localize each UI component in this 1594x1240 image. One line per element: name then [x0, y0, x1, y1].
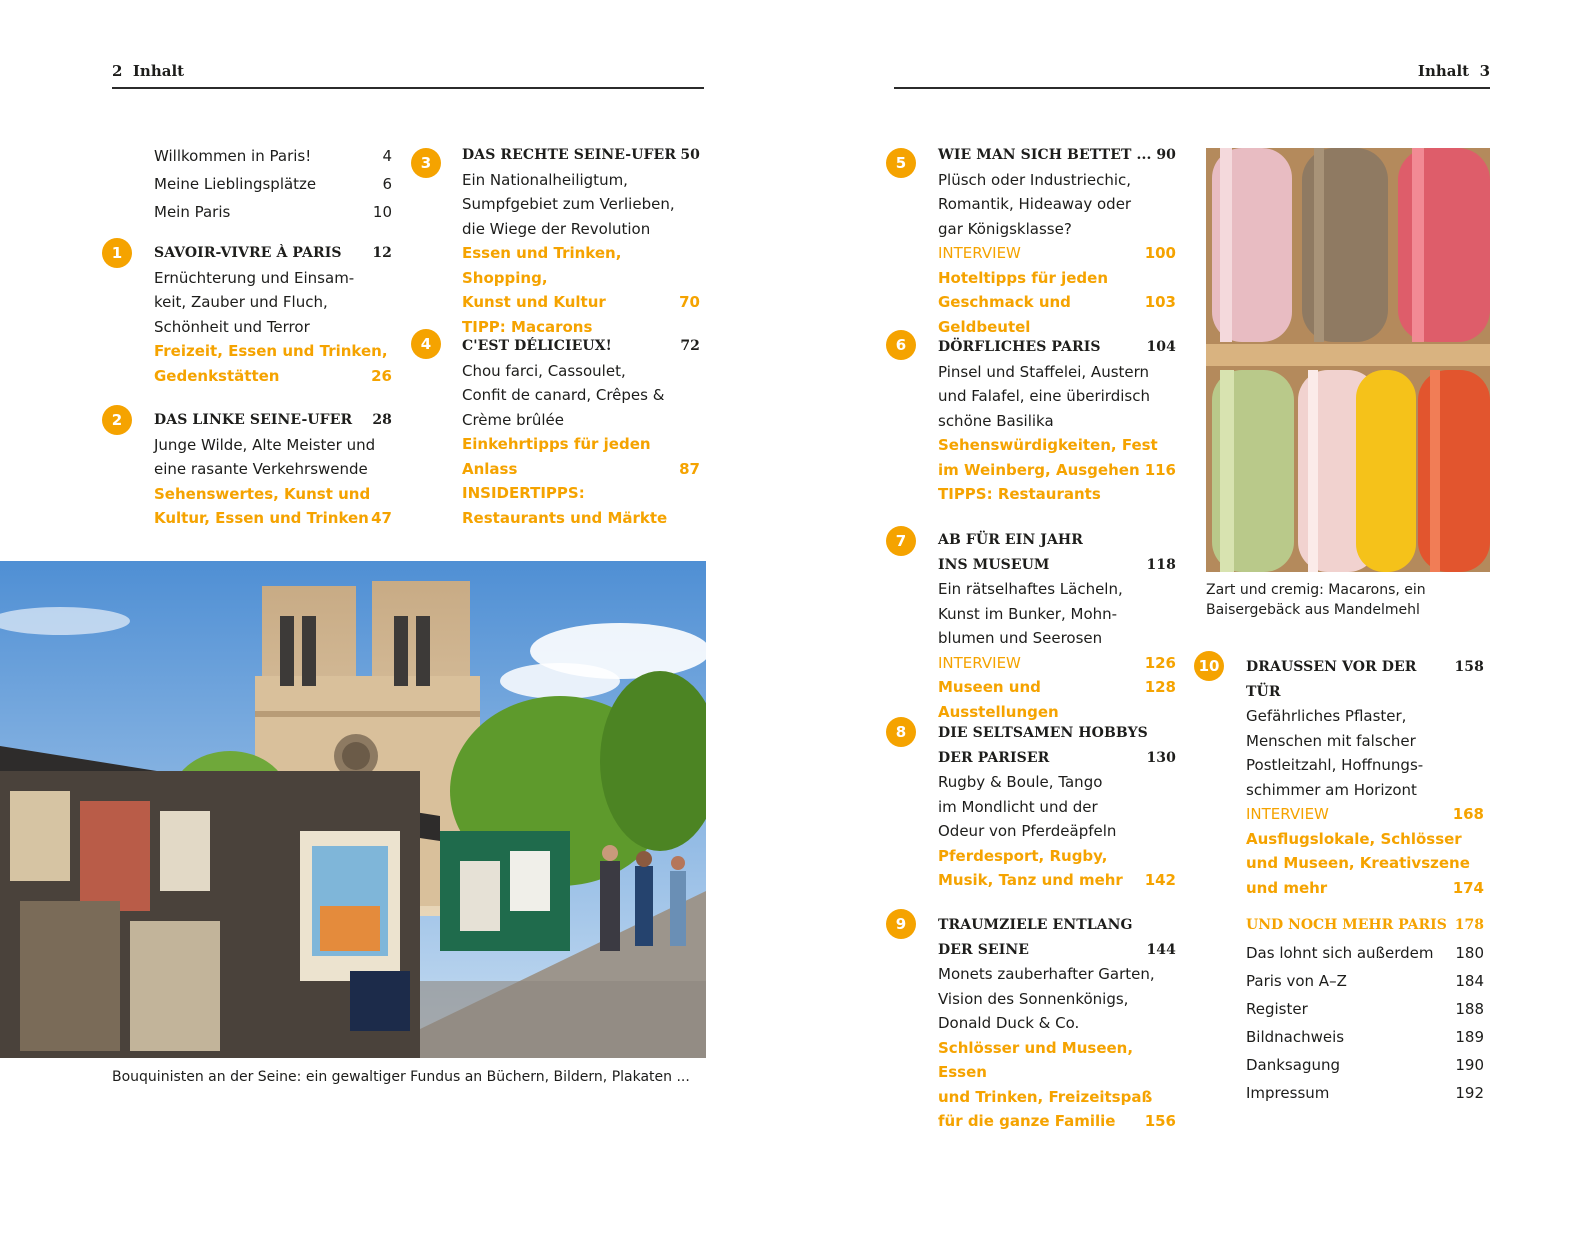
chapter-extra: Geschmack und Geldbeutel — [938, 293, 1071, 336]
macarons-photo — [1206, 148, 1490, 572]
chapter-page: 144 — [1146, 941, 1176, 958]
chapter-3-entry[interactable] — [462, 143, 700, 339]
more-item-label: Das lohnt sich außerdem — [1246, 944, 1434, 962]
chapter-extra-page: 26 — [371, 366, 392, 385]
intro-item[interactable] — [154, 142, 392, 170]
left-page-number: 2 — [112, 62, 123, 80]
left-running-head — [112, 62, 184, 80]
chapter-desc-line: Ein Nationalheiligtum, — [462, 170, 628, 189]
more-item[interactable] — [1246, 995, 1484, 1023]
chapter-extra: Kunst und Kultur — [462, 293, 606, 311]
chapter-page: 90 — [1156, 147, 1176, 163]
chapter-title: DAS LINKE SEINE-UFER — [154, 412, 353, 428]
chapter-desc-line: Odeur von Pferdeäpfeln — [938, 822, 1117, 840]
chapter-9-entry[interactable] — [938, 913, 1176, 1134]
chapter-desc-line: Junge Wilde, Alte Meister und — [154, 435, 376, 454]
more-item[interactable] — [1246, 1023, 1484, 1051]
right-running-title: Inhalt — [1417, 62, 1470, 80]
more-item[interactable] — [1246, 1051, 1484, 1079]
chapter-badge: 2 — [102, 405, 132, 435]
caption-line: Baisergebäck aus Mandelmehl — [1206, 602, 1420, 618]
photo-caption-left: Bouquinisten an der Seine: ein gewaltiger Fundus an Büchern, Bildern, Plakaten ... — [112, 1069, 690, 1085]
more-item-label: Impressum — [1246, 1084, 1330, 1102]
chapter-extra-page: 174 — [1452, 878, 1484, 897]
chapter-title: WIE MAN SICH BETTET ... — [938, 147, 1152, 163]
chapter-extra: für die ganze Familie — [938, 1112, 1116, 1130]
more-item-label: Paris von A–Z — [1246, 972, 1347, 990]
chapter-extra: Schlösser und Museen, Essen — [938, 1038, 1134, 1081]
chapter-desc-line: schimmer am Horizont — [1246, 780, 1417, 799]
chapter-badge: 6 — [886, 330, 916, 360]
more-item-label: Register — [1246, 1000, 1308, 1018]
chapter-6-entry[interactable] — [938, 335, 1176, 507]
chapter-badge: 4 — [411, 329, 441, 359]
chapter-desc-line: Vision des Sonnenkönigs, — [938, 989, 1129, 1008]
chapter-desc-line: Plüsch oder Industriechic, — [938, 170, 1132, 189]
chapter-desc-line: Monets zauberhafter Garten, — [938, 965, 1155, 983]
chapter-tip: Restaurants und Märkte — [462, 508, 668, 527]
chapter-interview-page: 168 — [1452, 805, 1484, 823]
intro-list — [154, 142, 392, 226]
chapter-extra: Freizeit, Essen und Trinken, — [154, 342, 388, 360]
more-title: UND NOCH MEHR PARIS — [1246, 917, 1447, 933]
chapter-extra-page: 47 — [371, 509, 392, 527]
chapter-desc-line: gar Königsklasse? — [938, 219, 1072, 238]
chapter-extra: Ausflugslokale, Schlösser — [1246, 829, 1462, 848]
chapter-extra-page: 116 — [1144, 460, 1176, 479]
chapter-extra: Kultur, Essen und Trinken — [154, 509, 369, 527]
chapter-title: DÖRFLICHES PARIS — [938, 339, 1101, 355]
chapter-desc-line: Ein rätselhaftes Lächeln, — [938, 580, 1123, 598]
chapter-extra: im Weinberg, Ausgehen — [938, 460, 1140, 479]
notre-dame-photo — [0, 561, 706, 1058]
chapter-title: DRAUSSEN VOR DER TÜR — [1246, 659, 1417, 700]
chapter-desc-line: Donald Duck & Co. — [938, 1014, 1080, 1032]
chapter-page: 28 — [372, 412, 392, 428]
chapter-2-entry[interactable] — [154, 408, 392, 531]
more-section — [1246, 915, 1484, 1107]
chapter-7-entry[interactable] — [938, 528, 1176, 724]
chapter-4-entry[interactable] — [462, 334, 700, 530]
chapter-extra: Anlass — [462, 459, 518, 478]
chapter-extra: Gedenkstätten — [154, 366, 280, 385]
more-item-page: 184 — [1455, 972, 1484, 990]
intro-item[interactable] — [154, 198, 392, 226]
chapter-page: 158 — [1454, 659, 1484, 675]
chapter-interview: INTERVIEW — [938, 244, 1021, 262]
intro-page: 4 — [382, 147, 392, 165]
chapter-desc-line: keit, Zauber und Fluch, — [154, 293, 328, 311]
chapter-desc-line: im Mondlicht und der — [938, 797, 1098, 816]
intro-page: 10 — [372, 203, 392, 221]
right-header-rule — [894, 87, 1490, 89]
chapter-page: 104 — [1146, 339, 1176, 355]
intro-page: 6 — [382, 175, 392, 193]
chapter-title: INS MUSEUM — [938, 556, 1050, 573]
chapter-tip: TIPPS: Restaurants — [938, 485, 1101, 503]
chapter-badge: 8 — [886, 717, 916, 747]
chapter-extra-page: 87 — [679, 459, 700, 478]
chapter-interview: INTERVIEW — [938, 653, 1021, 672]
chapter-8-entry[interactable] — [938, 721, 1176, 893]
chapter-page: 118 — [1146, 556, 1176, 573]
chapter-extra: und mehr — [1246, 878, 1328, 897]
chapter-interview: INTERVIEW — [1246, 805, 1329, 823]
chapter-extra: Einkehrtipps für jeden — [462, 435, 651, 453]
chapter-page: 130 — [1146, 749, 1176, 766]
chapter-title: DER PARISER — [938, 749, 1050, 766]
chapter-extra-page: 142 — [1144, 871, 1176, 889]
chapter-desc-line: Kunst im Bunker, Mohn- — [938, 604, 1118, 623]
caption-line: Zart und cremig: Macarons, ein — [1206, 582, 1426, 598]
chapter-desc-line: und Falafel, eine überirdisch — [938, 387, 1150, 405]
chapter-desc-line: Schönheit und Terror — [154, 317, 310, 336]
chapter-tip: INSIDERTIPPS: — [462, 484, 585, 502]
chapter-page: 50 — [680, 147, 700, 163]
chapter-title: C'EST DÉLICIEUX! — [462, 338, 612, 354]
intro-label: Mein Paris — [154, 203, 231, 221]
chapter-extra: Museen und Ausstellungen — [938, 678, 1059, 721]
chapter-5-entry[interactable] — [938, 143, 1176, 339]
chapter-desc-line: Crème brûlée — [462, 410, 564, 429]
chapter-badge: 3 — [411, 148, 441, 178]
chapter-desc-line: die Wiege der Revolution — [462, 219, 651, 238]
more-item-page: 189 — [1455, 1028, 1484, 1046]
chapter-extra: und Trinken, Freizeitspaß — [938, 1087, 1153, 1106]
chapter-desc-line: Rugby & Boule, Tango — [938, 773, 1103, 791]
chapter-desc-line: schöne Basilika — [938, 411, 1054, 430]
more-item[interactable] — [1246, 1079, 1484, 1107]
more-item-page: 190 — [1455, 1056, 1484, 1074]
chapter-title: TRAUMZIELE ENTLANG — [938, 917, 1133, 933]
more-item-page: 180 — [1455, 944, 1484, 962]
chapter-desc-line: Gefährliches Pflaster, — [1246, 707, 1407, 725]
chapter-badge: 9 — [886, 909, 916, 939]
chapter-desc-line: Postleitzahl, Hoffnungs- — [1246, 756, 1424, 774]
chapter-extra: Essen und Trinken, Shopping, — [462, 244, 622, 287]
chapter-extra: Sehenswürdigkeiten, Fest — [938, 436, 1158, 454]
chapter-desc-line: Ernüchterung und Einsam- — [154, 268, 355, 287]
chapter-title: AB FÜR EIN JAHR — [938, 532, 1083, 548]
chapter-extra: Musik, Tanz und mehr — [938, 871, 1123, 889]
chapter-desc-line: blumen und Seerosen — [938, 629, 1103, 647]
chapter-desc-line: Sumpfgebiet zum Verlieben, — [462, 195, 675, 213]
more-item-label: Danksagung — [1246, 1056, 1340, 1074]
chapter-desc-line: Menschen mit falscher — [1246, 731, 1416, 750]
chapter-desc-line: Chou farci, Cassoulet, — [462, 361, 626, 380]
chapter-interview-page: 126 — [1144, 653, 1176, 672]
chapter-desc-line: Pinsel und Staffelei, Austern — [938, 362, 1150, 381]
more-item-page: 192 — [1455, 1084, 1484, 1102]
right-running-head — [1400, 62, 1490, 80]
chapter-badge: 10 — [1194, 651, 1224, 681]
chapter-extra-page: 103 — [1144, 293, 1176, 311]
more-page: 178 — [1454, 917, 1484, 933]
left-running-title: Inhalt — [132, 62, 185, 80]
chapter-10-entry[interactable] — [1246, 655, 1484, 900]
chapter-badge: 5 — [886, 148, 916, 178]
chapter-title: DIE SELTSAMEN HOBBYS — [938, 725, 1148, 741]
intro-item[interactable] — [154, 170, 392, 198]
chapter-title: SAVOIR-VIVRE À PARIS — [154, 245, 342, 261]
chapter-desc-line: Romantik, Hideaway oder — [938, 195, 1132, 213]
left-header-rule — [112, 87, 704, 89]
chapter-1-entry[interactable] — [154, 241, 392, 388]
chapter-extra-page: 70 — [679, 293, 700, 311]
chapter-extra-page: 128 — [1144, 678, 1176, 696]
chapter-title: DER SEINE — [938, 941, 1030, 958]
intro-label: Willkommen in Paris! — [154, 147, 312, 165]
right-page-number: 3 — [1479, 62, 1490, 80]
chapter-page: 72 — [680, 338, 700, 354]
chapter-desc-line: eine rasante Verkehrswende — [154, 460, 368, 478]
chapter-tip: TIPP: Macarons — [462, 317, 593, 336]
chapter-title: DAS RECHTE SEINE-UFER — [462, 147, 677, 163]
chapter-page: 12 — [372, 245, 392, 261]
more-item-page: 188 — [1455, 1000, 1484, 1018]
chapter-desc-line: Confit de canard, Crêpes & — [462, 386, 665, 404]
chapter-extra: Sehenswertes, Kunst und — [154, 484, 371, 503]
chapter-extra: Hoteltipps für jeden — [938, 268, 1109, 287]
more-item[interactable] — [1246, 967, 1484, 995]
more-heading[interactable] — [1246, 915, 1484, 935]
more-item[interactable] — [1246, 939, 1484, 967]
chapter-extra-page: 156 — [1144, 1112, 1176, 1130]
intro-label: Meine Lieblingsplätze — [154, 175, 317, 193]
more-item-label: Bildnachweis — [1246, 1028, 1345, 1046]
chapter-badge: 1 — [102, 238, 132, 268]
chapter-interview-page: 100 — [1144, 244, 1176, 262]
chapter-extra: Pferdesport, Rugby, — [938, 846, 1108, 865]
chapter-badge: 7 — [886, 526, 916, 556]
photo-caption-right — [1206, 580, 1496, 620]
chapter-extra: und Museen, Kreativszene — [1246, 854, 1470, 872]
